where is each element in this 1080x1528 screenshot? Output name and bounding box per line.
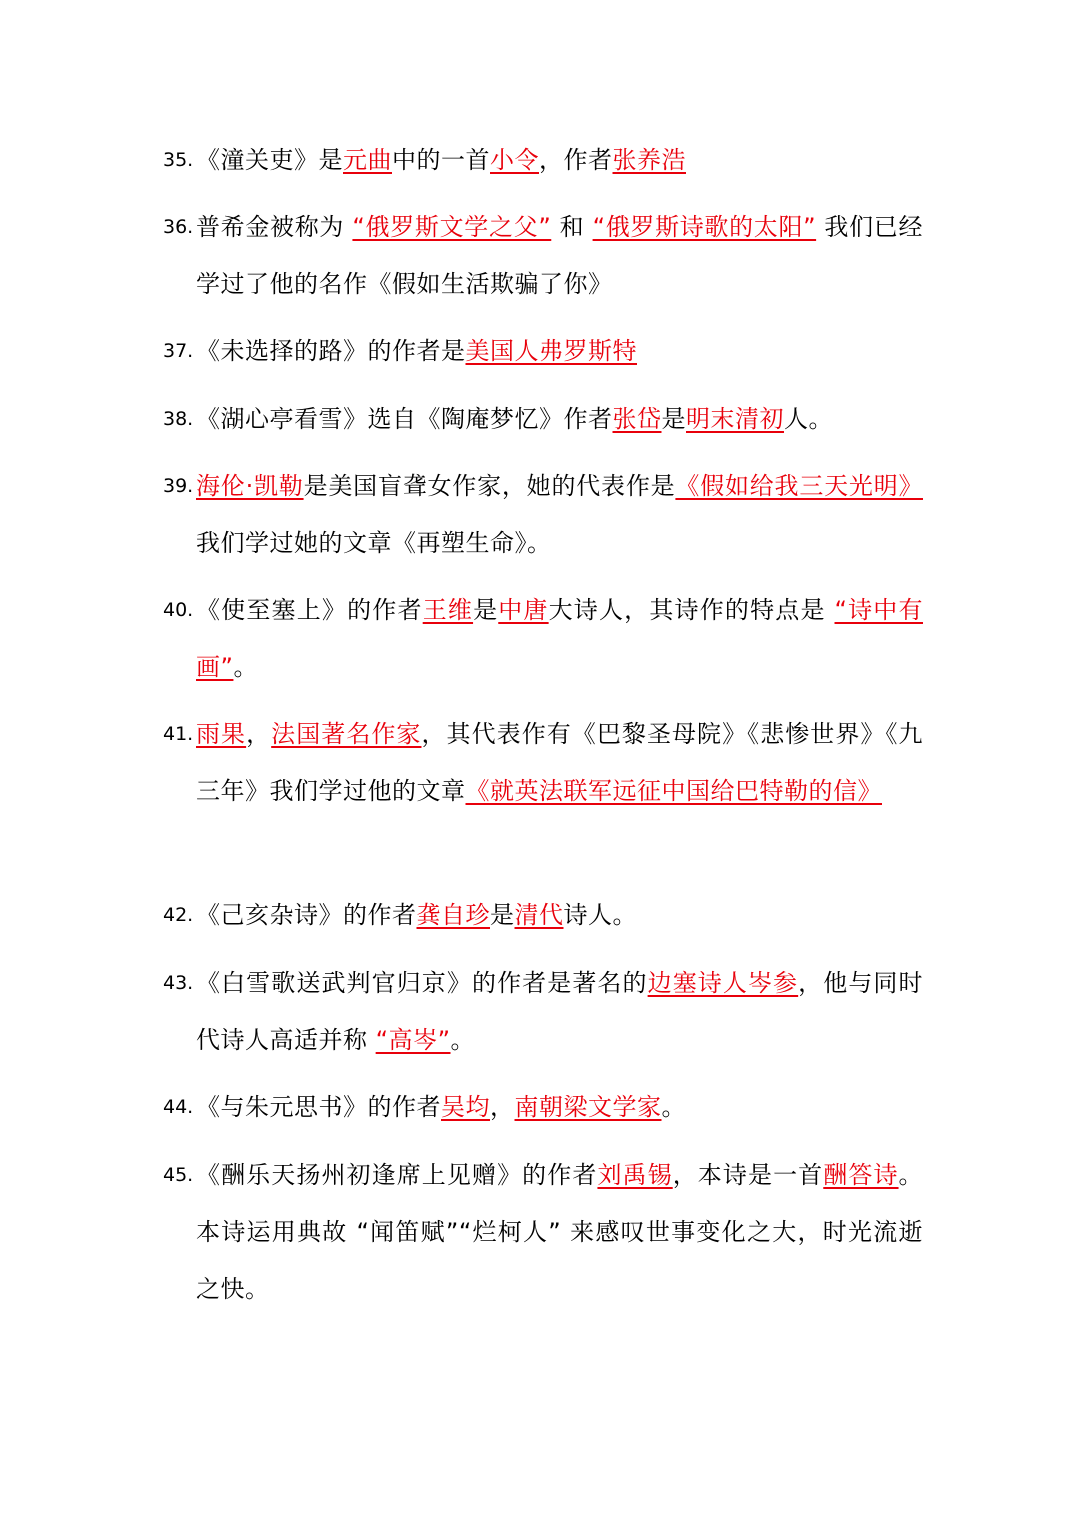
item-text bbox=[196, 1079, 923, 1136]
body-text: 。 bbox=[450, 1026, 476, 1054]
body-text: 大诗人，其诗作的特点是 bbox=[548, 596, 835, 624]
answer-text: 雨果 bbox=[196, 720, 247, 748]
body-text: ，作者 bbox=[539, 146, 613, 174]
answer-text: “俄罗斯诗歌的太阳” bbox=[592, 213, 817, 241]
body-text: ， bbox=[246, 720, 272, 748]
item-text bbox=[196, 132, 923, 189]
body-text: 。 bbox=[233, 653, 258, 681]
body-text: ，其代表作有《巴黎圣母院》《悲惨世界》《九三年》我们学过他的文章 bbox=[196, 720, 924, 805]
item-number: 45. bbox=[163, 1164, 194, 1186]
body-text: 是 bbox=[661, 405, 686, 433]
answer-text: 小令 bbox=[490, 146, 539, 174]
body-text: 中的一首 bbox=[392, 146, 490, 174]
item-number: 35. bbox=[163, 149, 194, 171]
item-text bbox=[196, 887, 923, 944]
item-text bbox=[196, 199, 923, 313]
body-text: 是 bbox=[473, 596, 499, 624]
body-text: 普希金被称为 bbox=[196, 213, 353, 241]
list-item bbox=[163, 458, 923, 572]
answer-text: 酬答诗 bbox=[823, 1161, 899, 1189]
body-text: 《湖心亭看雪》选自《陶庵梦忆》作者 bbox=[196, 405, 613, 433]
list-item bbox=[163, 391, 923, 448]
list-item bbox=[163, 199, 923, 313]
list-item bbox=[163, 582, 923, 696]
body-text: 是美国盲聋女作家，她的代表作是 bbox=[303, 472, 676, 500]
item-number: 36. bbox=[163, 216, 194, 238]
answer-text: 美国人弗罗斯特 bbox=[465, 337, 637, 365]
body-text: ， bbox=[490, 1093, 515, 1121]
answer-text: 张养浩 bbox=[612, 146, 686, 174]
answer-text: 中唐 bbox=[498, 596, 549, 624]
answer-text: “俄罗斯文学之父” bbox=[352, 213, 552, 241]
list-item bbox=[163, 1079, 923, 1136]
item-text bbox=[196, 582, 923, 696]
body-text: 《未选择的路》的作者是 bbox=[196, 337, 466, 365]
answer-text: 南朝梁文学家 bbox=[514, 1093, 662, 1121]
answer-text: 法国著名作家 bbox=[271, 720, 422, 748]
item-text bbox=[196, 1147, 923, 1318]
answer-text: 张岱 bbox=[612, 405, 662, 433]
answer-text: 《假如给我三天光明》 bbox=[675, 472, 923, 500]
answer-text: 龚自珍 bbox=[416, 901, 490, 929]
body-text: 是 bbox=[490, 901, 515, 929]
body-text: 我们已经学过了他的名作《假如生活欺骗了你》 bbox=[196, 213, 923, 298]
item-number: 39. bbox=[163, 475, 194, 497]
list-item bbox=[163, 955, 923, 1069]
list-item bbox=[163, 132, 923, 189]
item-number: 38. bbox=[163, 408, 194, 430]
body-text: ，他与同时代诗人高适并称 bbox=[196, 969, 924, 1054]
list-item bbox=[163, 706, 923, 820]
item-text bbox=[196, 323, 923, 380]
answer-text: 刘禹锡 bbox=[597, 1161, 673, 1189]
body-text: 和 bbox=[551, 213, 593, 241]
answer-text: 《就英法联军远征中国给巴特勒的信》 bbox=[465, 777, 882, 805]
body-text: 诗人。 bbox=[563, 901, 637, 929]
item-text bbox=[196, 391, 923, 448]
item-text bbox=[196, 458, 923, 572]
item-text bbox=[196, 706, 923, 820]
list-item bbox=[163, 323, 923, 380]
body-text: ，本诗是一首 bbox=[672, 1161, 824, 1189]
body-text: 《使至塞上》的作者 bbox=[196, 596, 423, 624]
body-text: 我们学过她的文章《再塑生命》。 bbox=[196, 529, 552, 557]
answer-text: 边塞诗人岑参 bbox=[647, 969, 799, 997]
answer-text: 海伦·凯勒 bbox=[196, 472, 304, 500]
body-text: 《潼关吏》是 bbox=[196, 146, 343, 174]
item-number: 42. bbox=[163, 904, 194, 926]
answer-text: “诗中有画” bbox=[196, 596, 923, 681]
answer-text: 清代 bbox=[514, 901, 564, 929]
body-text: 。本诗运用典故 “闻笛赋”“烂柯人” 来感叹世事变化之大，时光流逝之快。 bbox=[196, 1161, 924, 1303]
item-number: 43. bbox=[163, 972, 194, 994]
list-item bbox=[163, 1147, 923, 1318]
body-text: 。 bbox=[661, 1093, 686, 1121]
body-text: 《酬乐天扬州初逢席上见赠》的作者 bbox=[196, 1161, 598, 1189]
answer-text: “高岑” bbox=[375, 1026, 451, 1054]
item-number: 37. bbox=[163, 340, 194, 362]
item-text bbox=[196, 955, 923, 1069]
item-number: 44. bbox=[163, 1096, 194, 1118]
body-text: 《与朱元思书》的作者 bbox=[196, 1093, 441, 1121]
list-item bbox=[163, 887, 923, 944]
body-text: 人。 bbox=[784, 405, 833, 433]
answer-text: 吴均 bbox=[441, 1093, 490, 1121]
item-number: 40. bbox=[163, 599, 194, 621]
answer-text: 元曲 bbox=[343, 146, 392, 174]
answer-text: 王维 bbox=[422, 596, 474, 624]
answer-text: 明末清初 bbox=[686, 405, 784, 433]
body-text: 《己亥杂诗》的作者 bbox=[196, 901, 417, 929]
body-text: 《白雪歌送武判官归京》的作者是著名的 bbox=[196, 969, 648, 997]
item-number: 41. bbox=[163, 723, 194, 745]
